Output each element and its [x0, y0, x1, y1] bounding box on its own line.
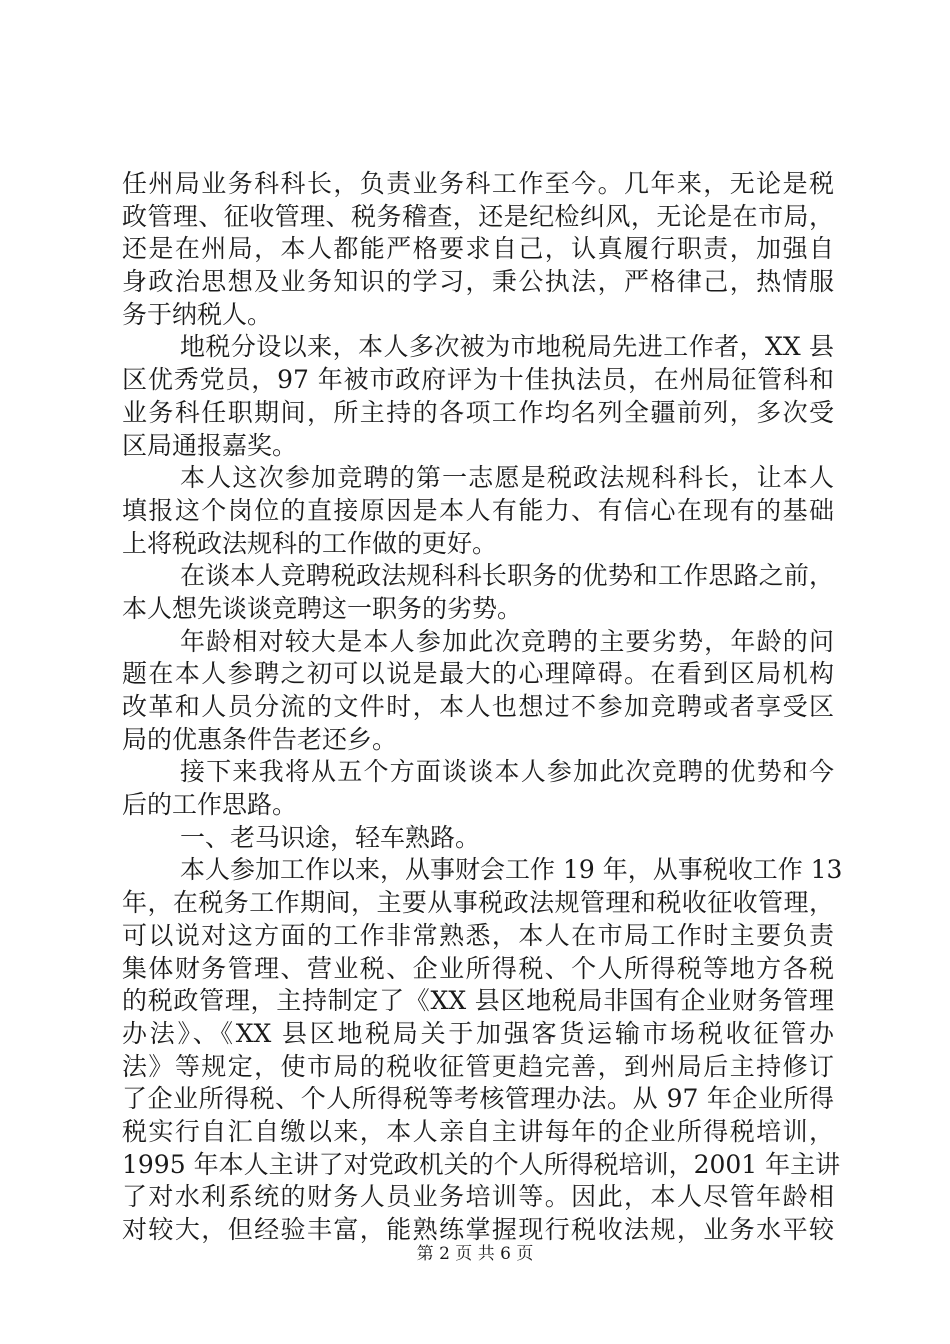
text-line: 区优秀党员，97 年被市政府评为十佳执法员，在州局征管科和 — [122, 365, 834, 395]
text-line: 填报这个岗位的直接原因是本人有能力、有信心在现有的基础 — [122, 495, 834, 525]
text-line: 的税政管理，主持制定了《XX 县区地税局非国有企业财务管理 — [122, 986, 834, 1016]
text-line: 本人参加工作以来，从事财会工作 19 年，从事税收工作 13 — [180, 855, 843, 885]
text-line: 税实行自汇自缴以来，本人亲自主讲每年的企业所得税培训， — [122, 1116, 834, 1146]
text-line: 一、老马识途，轻车熟路。 — [180, 822, 481, 852]
text-line: 本人这次参加竞聘的第一志愿是税政法规科科长，让本人 — [180, 463, 834, 493]
text-line: 本人想先谈谈竞聘这一职务的劣势。 — [122, 593, 523, 623]
text-line: 可以说对这方面的工作非常熟悉，本人在市局工作时主要负责 — [122, 920, 834, 950]
text-line: 办法》、《XX 县区地税局关于加强客货运输市场税收征管办 — [122, 1018, 834, 1048]
document-body — [122, 168, 843, 1247]
text-line: 局的优惠条件告老还乡。 — [122, 724, 398, 754]
page-footer — [0, 1242, 950, 1266]
text-line: 身政治思想及业务知识的学习，秉公执法，严格律己，热情服 — [122, 267, 834, 297]
text-line: 还是在州局，本人都能严格要求自己，认真履行职责，加强自 — [122, 234, 834, 264]
text-line: 年，在税务工作期间，主要从事税政法规管理和税收征收管理， — [122, 888, 834, 918]
text-line: 改革和人员分流的文件时，本人也想过不参加竞聘或者享受区 — [122, 692, 834, 721]
text-line: 题在本人参聘之初可以说是最大的心理障碍。在看到区局机构 — [122, 659, 834, 689]
text-line: 对较大，但经验丰富，能熟练掌握现行税收法规，业务水平较 — [122, 1215, 834, 1244]
text-line: 业务科任职期间，所主持的各项工作均名列全疆前列，多次受 — [122, 397, 834, 427]
text-line: 政管理、征收管理、税务稽查，还是纪检纠风，无论是在市局， — [122, 201, 834, 231]
text-line: 区局通报嘉奖。 — [122, 430, 298, 460]
text-line: 法》等规定，使市局的税收征管更趋完善，到州局后主持修订 — [122, 1051, 834, 1081]
text-line: 上将税政法规科的工作做的更好。 — [122, 528, 498, 558]
page-number-label: 第 2 页 共 6 页 — [416, 1244, 534, 1264]
text-line: 后的工作思路。 — [122, 790, 298, 820]
text-line: 了企业所得税、个人所得税等考核管理办法。从 97 年企业所得 — [122, 1084, 834, 1114]
text-line: 地税分设以来，本人多次被为市地税局先进工作者，XX 县 — [180, 332, 834, 362]
text-line: 接下来我将从五个方面谈谈本人参加此次竞聘的优势和今 — [180, 757, 834, 787]
text-line: 任州局业务科科长，负责业务科工作至今。几年来，无论是税 — [122, 169, 834, 198]
text-line: 在谈本人竞聘税政法规科科长职务的优势和工作思路之前， — [180, 561, 834, 591]
text-line: 了对水利系统的财务人员业务培训等。因此，本人尽管年龄相 — [122, 1182, 834, 1212]
text-line: 集体财务管理、营业税、企业所得税、个人所得税等地方各税 — [122, 953, 834, 983]
text-line: 年龄相对较大是本人参加此次竞聘的主要劣势，年龄的问 — [180, 626, 834, 656]
text-line: 1995 年本人主讲了对党政机关的个人所得税培训，2001 年主讲 — [122, 1149, 841, 1179]
text-line: 务于纳税人。 — [122, 299, 273, 329]
